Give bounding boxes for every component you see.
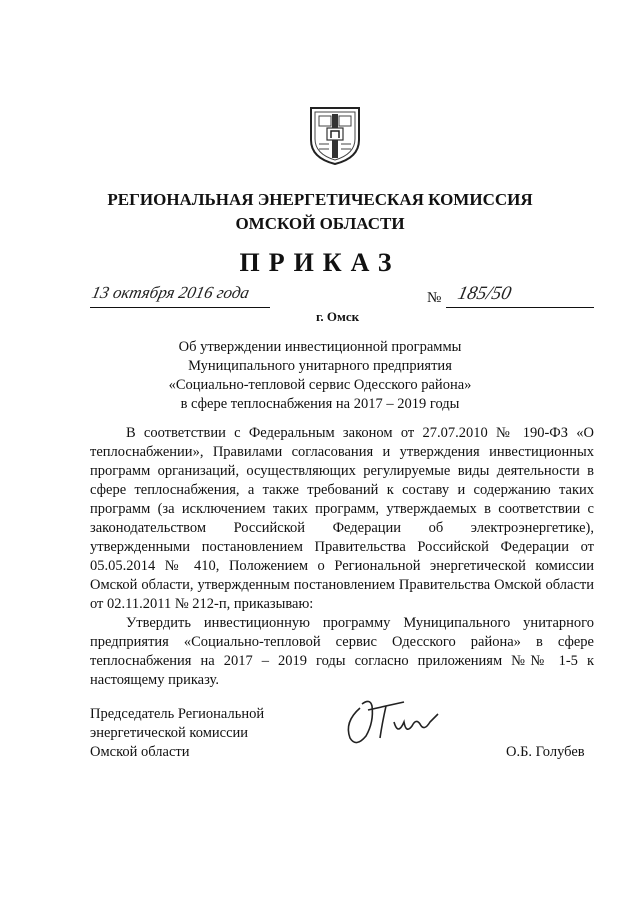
document-body [90, 424, 594, 690]
date-underline [90, 307, 270, 308]
coat-of-arms-icon [305, 104, 365, 166]
body-paragraph-2: Утвердить инвестиционную программу Муниципального унитарного предприятия «Социально-тепловой сервис Одесского района» в сфере теплоснабжения на 2017 – 2019 годы согласно приложениям №№ 1-5 к настоящему приказу. [90, 615, 594, 688]
body-paragraph-1: В соответствии с Федеральным законом от 27.07.2010 № 190-ФЗ «О теплоснабжении», Правилами согласования и утверждения инвестиционных программ организаций, осуществляющих регулируемые виды деятельности в сфере теплоснабжения, а также требований к составу и содержанию таких программ (за исключением таких программ, утверждаемых в соответствии с законодательством Российской Федерации об электроэнергетике), утвержденными постановлением Правительства Российской Федерации от 05.05.2014 № 410, Положением о Региональной энергетической комиссии Омской области, утвержденным постановлением Правительства Омской области от 02.11.2011 № 212-п, приказываю: [90, 425, 594, 612]
document-subject [0, 338, 640, 414]
org-line-2: ОМСКОЙ ОБЛАСТИ [235, 214, 405, 233]
city-label: г. Омск [316, 309, 360, 324]
document-title: ПРИКАЗ [239, 248, 401, 277]
signer-position-line-1: Председатель Региональной [90, 706, 265, 722]
subject-line-3: «Социально-тепловой сервис Одесского района» [168, 377, 472, 393]
handwritten-number: 185/50 [455, 283, 514, 304]
handwritten-signature-icon [338, 692, 448, 750]
handwritten-date: 13 октября 2016 года [90, 283, 252, 302]
subject-line-4: в сфере теплоснабжения на 2017 – 2019 годы [180, 396, 460, 412]
signer-position-line-2: энергетической комиссии [90, 725, 249, 741]
subject-line-1: Об утверждении инвестиционной программы [178, 339, 462, 355]
signer-position [90, 705, 310, 762]
number-label: № [427, 290, 442, 306]
number-underline [446, 307, 594, 308]
subject-line-2: Муниципального унитарного предприятия [188, 358, 452, 374]
organization-name [0, 188, 640, 236]
signer-position-line-3: Омской области [90, 744, 190, 760]
org-line-1: РЕГИОНАЛЬНАЯ ЭНЕРГЕТИЧЕСКАЯ КОМИССИЯ [107, 190, 533, 209]
signer-name: О.Б. Голубев [506, 744, 585, 760]
